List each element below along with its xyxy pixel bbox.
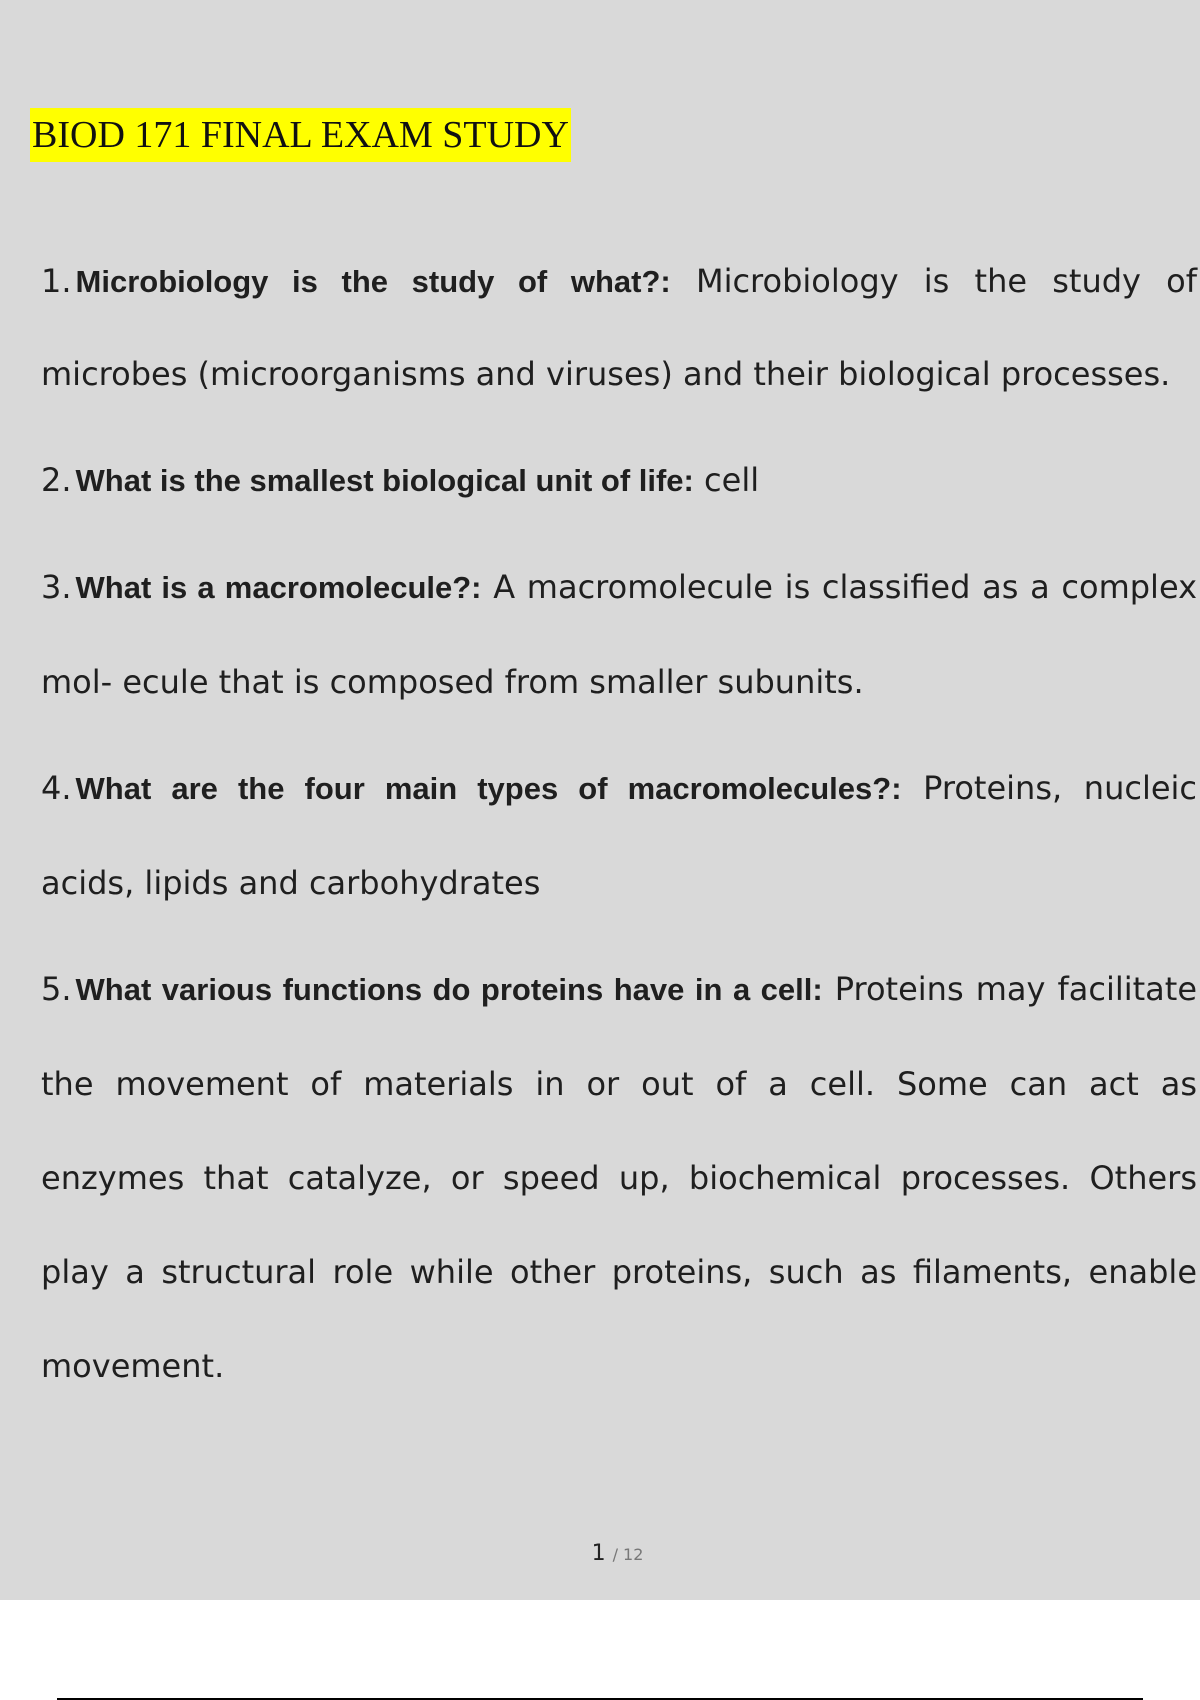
question-item-5 bbox=[41, 942, 1197, 1413]
current-page-number: 1 bbox=[591, 1541, 606, 1566]
question-item-3 bbox=[41, 540, 1197, 729]
answer-text: Proteins, nucleic acids, lipids and carbohydrates bbox=[41, 769, 1198, 902]
question-item-4 bbox=[41, 741, 1197, 930]
question-number: 3. bbox=[41, 568, 72, 606]
total-page-count: / 12 bbox=[612, 1545, 644, 1564]
question-item-1 bbox=[41, 235, 1197, 421]
answer-text: Microbiology is the study of microbes (microorganisms and viruses) and their biological processes. bbox=[41, 262, 1198, 393]
question-item-2 bbox=[41, 433, 1197, 528]
question-text: What are the four main types of macromolecules?: bbox=[75, 771, 902, 806]
answer-text: Proteins may facilitate the movement of materials in or out of a cell. Some can act as enzymes that catalyze, or speed up, biochemical processes. Others play a structural role while other proteins, such as filaments, enable movement. bbox=[41, 970, 1197, 1385]
question-text: What is a macromolecule?: bbox=[75, 570, 482, 605]
question-number: 4. bbox=[41, 769, 72, 807]
answer-text: cell bbox=[704, 461, 760, 499]
document-title: BIOD 171 FINAL EXAM STUDY bbox=[30, 108, 571, 162]
page-counter bbox=[0, 1541, 1200, 1566]
question-number: 1. bbox=[41, 262, 72, 300]
question-list bbox=[41, 235, 1197, 1413]
question-number: 2. bbox=[41, 461, 72, 499]
question-text: What various functions do proteins have in a cell: bbox=[75, 972, 823, 1007]
answer-text: A macromolecule is classified as a complex mol- ecule that is composed from smaller subunits. bbox=[41, 568, 1198, 701]
question-text: What is the smallest biological unit of life: bbox=[75, 463, 694, 498]
question-text: Microbiology is the study of what?: bbox=[75, 264, 671, 299]
question-number: 5. bbox=[41, 970, 72, 1008]
